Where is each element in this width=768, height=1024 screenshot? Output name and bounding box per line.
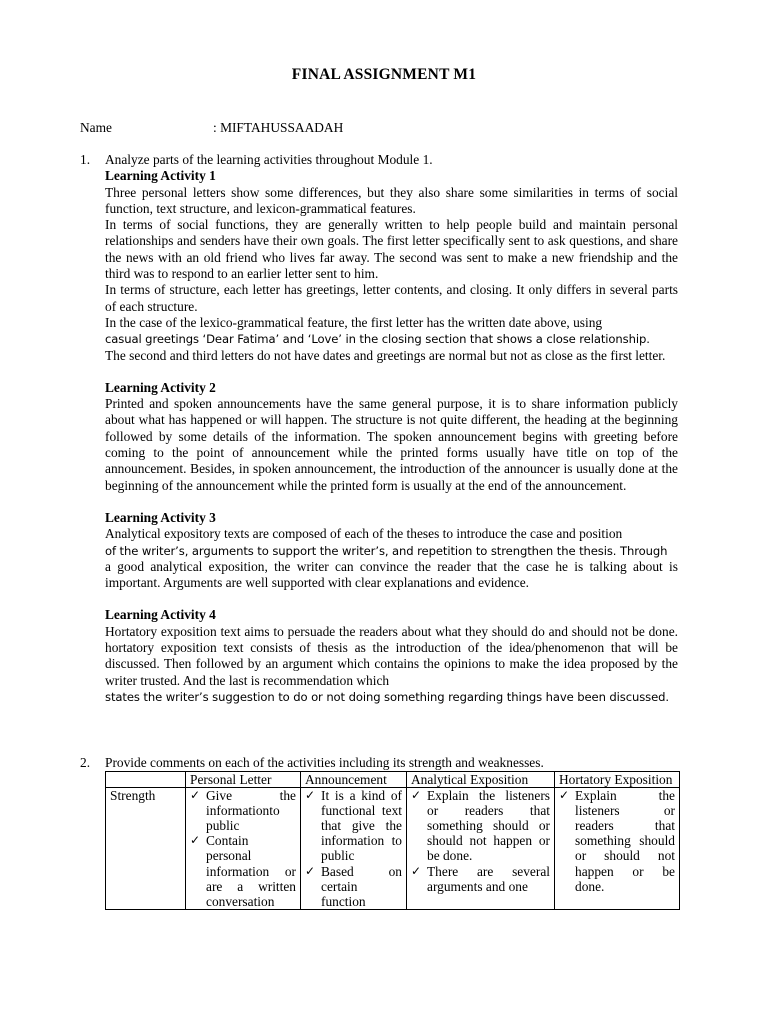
activity-3-paragraph: of the writer’s, arguments to support the writer’s, and repetition to strengthen the thesis. Through — [105, 543, 668, 558]
table-header-cell: Hortatory Exposition — [555, 772, 680, 788]
activity-2-paragraph: Printed and spoken announcements have the same general purpose, it is to share information publicly about what has happened or will happen. The structure is not quite different, the heading at the beginning followed by some details of the information. The spoken announcement begins with greeting before coming to the point of announcement while the printed forms usually have title on top of the announcement. Besides, in spoken announcement, the introduction of the announcer is usually done at the beginning of the announcement while the printed form is usually at the end of the announcement. — [105, 396, 678, 493]
activity-1-paragraph: In terms of structure, each letter has greetings, letter contents, and closing. It only differs in several parts of each structure. — [105, 282, 678, 314]
check-icon: ✓ — [559, 788, 570, 803]
list-item: ✓ Contain personal information or are a written conversation — [190, 833, 296, 909]
table-header-row — [106, 772, 680, 788]
activity-3-heading: Learning Activity 3 — [105, 509, 216, 525]
table-header-cell: Analytical Exposition — [407, 772, 555, 788]
list-item: ✓ Explain the listeners or readers that something should or should not happen or be done. — [559, 788, 675, 894]
question-2-intro: Provide comments on each of the activities including its strength and weaknesses. — [105, 755, 544, 770]
question-1-intro: Analyze parts of the learning activities throughout Module 1. — [105, 152, 433, 167]
activity-4-paragraph: Hortatory exposition text aims to persuade the readers about what they should do and should not be done. hortatory exposition text consists of thesis as the introduction of the idea/phenomenon that will be discussed. Then followed by an argument which contains the opinions to make the idea proposed by the writer trusted. And the last is recommendation which — [105, 623, 678, 688]
list-item: ✓ Explain the listeners or readers that something should or should not happen or be done. — [411, 788, 550, 864]
list-item: ✓ There are several arguments and one — [411, 863, 550, 894]
comparison-table — [105, 771, 680, 910]
table-cell — [301, 788, 407, 910]
activity-1-paragraph: Three personal letters show some differences, but they also share some similarities in terms of social function, text structure, and lexicon-grammatical features. — [105, 184, 678, 216]
activity-1-paragraph: In terms of social functions, they are generally written to help people build and maintain personal relationships and senders have their own goals. The first letter specifically sent to ask questions, and share the news with an old friend who lives far away. The second was sent to make a new friendship and the third was to respond to an earlier letter sent to him. — [105, 217, 678, 282]
activity-1-heading: Learning Activity 1 — [105, 168, 216, 184]
check-icon: ✓ — [411, 863, 422, 878]
name-value: : MIFTAHUSSAADAH — [213, 120, 344, 135]
question-1-number: 1. — [80, 152, 91, 167]
table-cell — [555, 788, 680, 910]
list-item: ✓ Give the informationto public — [190, 788, 296, 834]
question-2-number: 2. — [80, 755, 91, 770]
list-item: ✓ It is a kind of functional text that give the information to public — [305, 788, 402, 864]
activity-2-heading: Learning Activity 2 — [105, 379, 216, 395]
activity-1-paragraph: casual greetings ‘Dear Fatima’ and ‘Love’ in the closing section that shows a close relationship. — [105, 332, 650, 347]
table-cell — [407, 788, 555, 910]
check-icon: ✓ — [305, 788, 316, 803]
list-item: ✓ Based on certain function — [305, 863, 402, 909]
check-icon: ✓ — [190, 833, 201, 848]
activity-4-heading: Learning Activity 4 — [105, 607, 216, 623]
document-title: FINAL ASSIGNMENT M1 — [291, 66, 477, 83]
table-row — [106, 788, 680, 910]
table-header-cell: Personal Letter — [186, 772, 301, 788]
check-icon: ✓ — [305, 863, 316, 878]
activity-3-paragraph: Analytical expository texts are composed of each of the theses to introduce the case and position — [105, 526, 623, 542]
name-label: Name — [80, 120, 112, 135]
check-icon: ✓ — [190, 788, 201, 803]
check-icon: ✓ — [411, 788, 422, 803]
question-1 — [105, 152, 678, 705]
row-label: Strength — [106, 788, 186, 910]
table-header-cell: Announcement — [301, 772, 407, 788]
activity-1-paragraph: In the case of the lexico-grammatical feature, the first letter has the written date above, using — [105, 314, 603, 330]
activity-4-paragraph: states the writer’s suggestion to do or not doing something regarding things have been discussed. — [105, 689, 670, 704]
activity-3-paragraph: a good analytical exposition, the writer can convince the reader that the case he is talking about is important. Arguments are well supported with clear explanations and evidence. — [105, 558, 678, 591]
table-cell — [186, 788, 301, 910]
table-header-cell — [106, 772, 186, 788]
activity-1-paragraph: The second and third letters do not have dates and greetings are normal but not as close as the first letter. — [105, 347, 666, 363]
